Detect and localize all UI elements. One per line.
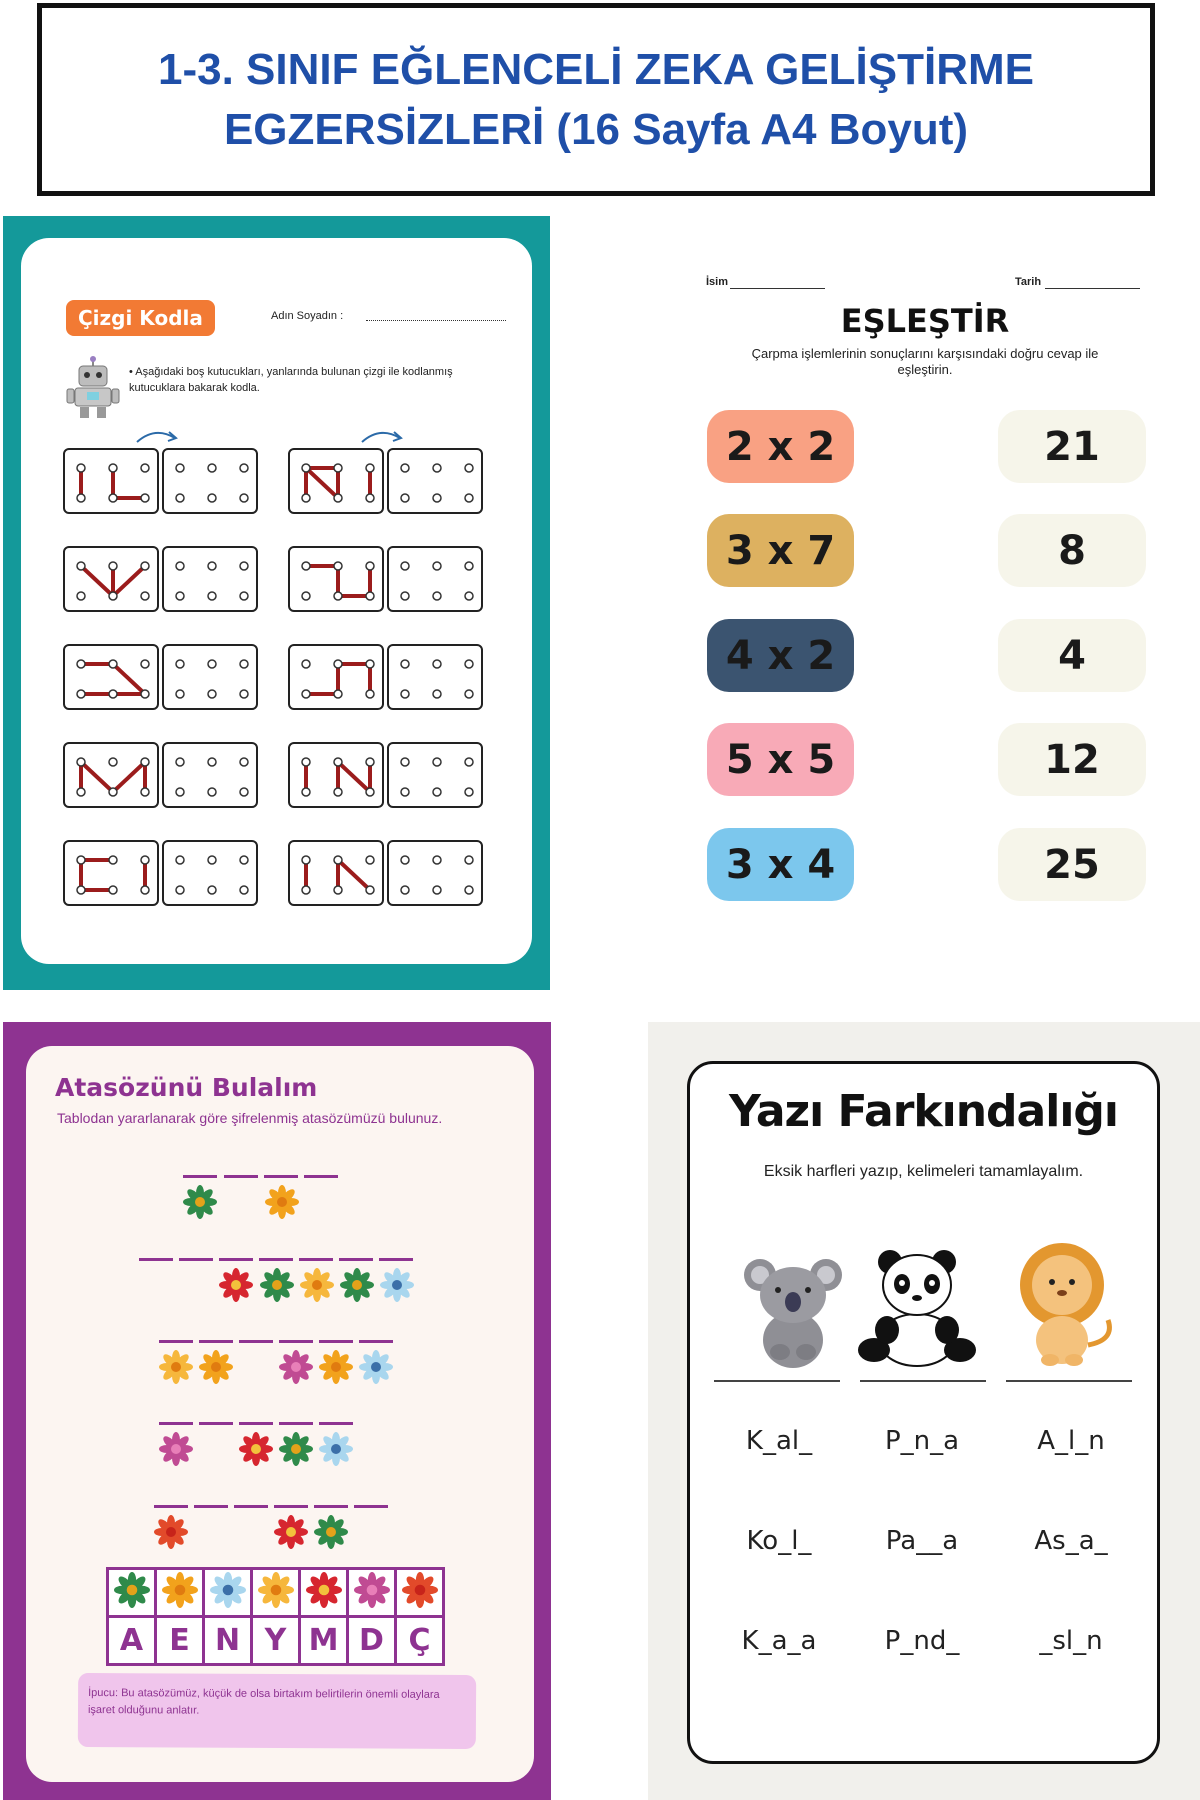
- coded-box: [288, 546, 384, 612]
- cipher-flower: [279, 1350, 313, 1384]
- key-letter: A: [119, 1623, 144, 1658]
- letter-blank[interactable]: [359, 1340, 393, 1343]
- header-title-line-2: EGZERSİZLERİ (16 Sayfa A4 Boyut): [223, 104, 969, 154]
- key-letter: Y: [264, 1623, 287, 1658]
- green-flower-icon: [260, 1268, 294, 1302]
- coded-box: [288, 644, 384, 710]
- question-pill[interactable]: 4 x 2: [707, 619, 854, 692]
- cipher-flower: [279, 1432, 313, 1466]
- incomplete-word[interactable]: Pa__a: [885, 1526, 959, 1556]
- cipher-flower: [274, 1515, 308, 1549]
- key-letter-cell: [156, 1617, 204, 1665]
- empty-box[interactable]: [162, 742, 258, 808]
- cipher-flower-row: [108, 1569, 444, 1617]
- eslestir-subtitle: Çarpma işlemlerinin sonuçlarını karşısındaki doğru cevap ile eşleştirin.: [751, 346, 1099, 377]
- cipher-flower: [380, 1268, 414, 1302]
- letter-blank[interactable]: [219, 1258, 253, 1261]
- letter-blank[interactable]: [259, 1258, 293, 1261]
- incomplete-word[interactable]: As_a_: [1034, 1526, 1108, 1556]
- orange-flower-icon: [265, 1185, 299, 1219]
- cipher-flower: [239, 1432, 273, 1466]
- key-flower-cell: [252, 1569, 300, 1617]
- letter-blank[interactable]: [154, 1505, 188, 1508]
- cipher-flower: [319, 1432, 353, 1466]
- red-flower-icon: [219, 1268, 253, 1302]
- incomplete-word[interactable]: K_a_a: [741, 1626, 817, 1656]
- curved-arrow-icon: [358, 426, 408, 446]
- answer-pill[interactable]: 25: [998, 828, 1146, 901]
- code-pair: [63, 840, 258, 906]
- empty-box[interactable]: [387, 840, 483, 906]
- key-letter-cell: [204, 1617, 252, 1665]
- key-flower-cell: [300, 1569, 348, 1617]
- letter-blank[interactable]: [159, 1422, 193, 1425]
- code-pair: [63, 448, 258, 514]
- key-letter: M: [308, 1623, 339, 1658]
- letter-blank[interactable]: [314, 1505, 348, 1508]
- cipher-flower: [154, 1515, 188, 1549]
- red-flower-icon: [239, 1432, 273, 1466]
- rose-flower-icon: [154, 1515, 188, 1549]
- answer-line-lion: [1006, 1380, 1132, 1382]
- letter-blank[interactable]: [239, 1340, 273, 1343]
- eslestir-title: EŞLEŞTİR: [840, 302, 1010, 340]
- coded-box: [288, 840, 384, 906]
- koala-icon: [728, 1240, 858, 1370]
- question-pill[interactable]: 3 x 4: [707, 828, 854, 901]
- letter-blank[interactable]: [179, 1258, 213, 1261]
- answer-pill[interactable]: 4: [998, 619, 1146, 692]
- letter-blank[interactable]: [239, 1422, 273, 1425]
- cipher-flower: [199, 1350, 233, 1384]
- blue-flower-icon: [319, 1432, 353, 1466]
- green-flower-icon: [340, 1268, 374, 1302]
- key-letter: N: [214, 1623, 241, 1658]
- yellow-flower-icon: [258, 1572, 294, 1608]
- cipher-flower: [260, 1268, 294, 1302]
- cizgi-kodla-badge: Çizgi Kodla: [66, 300, 215, 336]
- robot-icon: [63, 356, 123, 420]
- blue-flower-icon: [380, 1268, 414, 1302]
- letter-blank[interactable]: [159, 1340, 193, 1343]
- key-flower-cell: [348, 1569, 396, 1617]
- cipher-flower: [183, 1185, 217, 1219]
- panda-icon: [852, 1240, 982, 1370]
- question-pill[interactable]: 5 x 5: [707, 723, 854, 796]
- coded-box: [63, 448, 159, 514]
- letter-blank[interactable]: [319, 1340, 353, 1343]
- name-label: Adın Soyadın :: [271, 310, 344, 322]
- letter-blank[interactable]: [224, 1175, 258, 1178]
- atasozu-card: [26, 1046, 534, 1782]
- incomplete-word[interactable]: A_l_n: [1037, 1426, 1105, 1456]
- header-title-box: [37, 3, 1155, 196]
- coded-box: [288, 448, 384, 514]
- cizgi-kodla-panel: [3, 216, 550, 990]
- empty-box[interactable]: [162, 840, 258, 906]
- answer-pill[interactable]: 12: [998, 723, 1146, 796]
- code-pair: [63, 644, 258, 710]
- empty-box[interactable]: [162, 546, 258, 612]
- letter-blank[interactable]: [183, 1175, 217, 1178]
- cizgi-kodla-instruction: • Aşağıdaki boş kutucukları, yanlarında bulunan çizgi ile kodlanmış kutucuklara bakarak kodla.: [129, 366, 453, 394]
- incomplete-word[interactable]: P_nd_: [884, 1626, 960, 1656]
- cipher-key-table: [106, 1567, 445, 1666]
- incomplete-word[interactable]: Ko_l_: [746, 1526, 812, 1556]
- cipher-letter-row: [108, 1617, 444, 1665]
- code-pair: [63, 546, 258, 612]
- key-letter: D: [359, 1623, 384, 1658]
- key-letter: E: [169, 1623, 190, 1658]
- atasozu-subtitle: Tablodan yararlanarak göre şifrelenmiş atasözümüzü bulunuz.: [57, 1110, 443, 1126]
- green-flower-icon: [314, 1515, 348, 1549]
- answer-pill[interactable]: 8: [998, 514, 1146, 587]
- yellow-flower-icon: [159, 1350, 193, 1384]
- curved-arrow-icon: [133, 426, 183, 446]
- coded-box: [63, 644, 159, 710]
- name-field-line: [366, 320, 506, 321]
- code-pair: [288, 546, 483, 612]
- letter-blank[interactable]: [379, 1258, 413, 1261]
- answer-pill[interactable]: 21: [998, 410, 1146, 483]
- cipher-flower: [314, 1515, 348, 1549]
- pink-flower-icon: [279, 1350, 313, 1384]
- header-title-line-1: 1-3. SINIF EĞLENCELİ ZEKA GELİŞTİRME: [157, 44, 1034, 94]
- coded-box: [63, 546, 159, 612]
- code-pair: [288, 742, 483, 808]
- cipher-flower: [359, 1350, 393, 1384]
- letter-blank[interactable]: [279, 1340, 313, 1343]
- cipher-flower: [219, 1268, 253, 1302]
- letter-blank[interactable]: [299, 1258, 333, 1261]
- incomplete-word[interactable]: P_n_a: [884, 1426, 960, 1456]
- incomplete-word[interactable]: _sl_n: [1039, 1626, 1103, 1656]
- letter-blank[interactable]: [264, 1175, 298, 1178]
- orange-flower-icon: [319, 1350, 353, 1384]
- yazi-subtitle: Eksik harfleri yazıp, kelimeleri tamamlayalım.: [763, 1163, 1084, 1180]
- code-pair: [288, 644, 483, 710]
- code-pair: [63, 742, 258, 808]
- code-pair: [288, 448, 483, 514]
- cipher-flower: [159, 1350, 193, 1384]
- incomplete-word[interactable]: K_al_: [745, 1426, 813, 1456]
- green-flower-icon: [114, 1572, 150, 1608]
- empty-box[interactable]: [387, 742, 483, 808]
- lion-icon: [1000, 1240, 1130, 1370]
- orange-flower-icon: [162, 1572, 198, 1608]
- cipher-flower: [265, 1185, 299, 1219]
- key-flower-cell: [156, 1569, 204, 1617]
- cipher-flower: [319, 1350, 353, 1384]
- cizgi-kodla-card: [21, 238, 532, 964]
- atasozu-hint: İpucu: Bu atasözümüz, küçük de olsa birtakım belirtilerin önemli olaylara işaret olduğunu anlatır.: [78, 1673, 476, 1749]
- letter-blank[interactable]: [234, 1505, 268, 1508]
- coded-box: [63, 742, 159, 808]
- key-flower-cell: [108, 1569, 156, 1617]
- empty-box[interactable]: [387, 546, 483, 612]
- empty-box[interactable]: [387, 448, 483, 514]
- key-letter-cell: [300, 1617, 348, 1665]
- letter-blank[interactable]: [199, 1422, 233, 1425]
- key-letter-cell: [396, 1617, 444, 1665]
- question-pill[interactable]: 2 x 2: [707, 410, 854, 483]
- letter-blank[interactable]: [319, 1422, 353, 1425]
- orange-flower-icon: [199, 1350, 233, 1384]
- key-flower-cell: [204, 1569, 252, 1617]
- coded-box: [288, 742, 384, 808]
- key-letter: Ç: [408, 1623, 431, 1658]
- cipher-flower: [159, 1432, 193, 1466]
- letter-blank[interactable]: [194, 1505, 228, 1508]
- yazi-title: Yazı Farkındalığı: [729, 1086, 1118, 1137]
- key-letter-cell: [252, 1617, 300, 1665]
- letter-blank[interactable]: [354, 1505, 388, 1508]
- green-flower-icon: [183, 1185, 217, 1219]
- red-flower-icon: [274, 1515, 308, 1549]
- coded-box: [63, 840, 159, 906]
- green-flower-icon: [279, 1432, 313, 1466]
- question-pill[interactable]: 3 x 7: [707, 514, 854, 587]
- atasozu-title: Atasözünü Bulalım: [55, 1073, 318, 1102]
- empty-box[interactable]: [162, 448, 258, 514]
- cipher-flower: [300, 1268, 334, 1302]
- red-flower-icon: [306, 1572, 342, 1608]
- blue-flower-icon: [359, 1350, 393, 1384]
- yellow-flower-icon: [300, 1268, 334, 1302]
- letter-blank[interactable]: [139, 1258, 173, 1261]
- letter-blank[interactable]: [279, 1422, 313, 1425]
- tarih-label: Tarih: [1015, 276, 1042, 288]
- letter-blank[interactable]: [339, 1258, 373, 1261]
- pink-flower-icon: [159, 1432, 193, 1466]
- answer-line-panda: [860, 1380, 986, 1382]
- blue-flower-icon: [210, 1572, 246, 1608]
- key-flower-cell: [396, 1569, 444, 1617]
- empty-box[interactable]: [387, 644, 483, 710]
- tarih-field-line: [1045, 288, 1140, 289]
- code-pair: [288, 840, 483, 906]
- key-letter-cell: [348, 1617, 396, 1665]
- letter-blank[interactable]: [274, 1505, 308, 1508]
- isim-label: İsim: [706, 276, 729, 288]
- letter-blank[interactable]: [199, 1340, 233, 1343]
- answer-line-koala: [714, 1380, 840, 1382]
- rose-flower-icon: [402, 1572, 438, 1608]
- empty-box[interactable]: [162, 644, 258, 710]
- cipher-flower: [340, 1268, 374, 1302]
- key-letter-cell: [108, 1617, 156, 1665]
- letter-blank[interactable]: [304, 1175, 338, 1178]
- isim-field-line: [730, 288, 825, 289]
- pink-flower-icon: [354, 1572, 390, 1608]
